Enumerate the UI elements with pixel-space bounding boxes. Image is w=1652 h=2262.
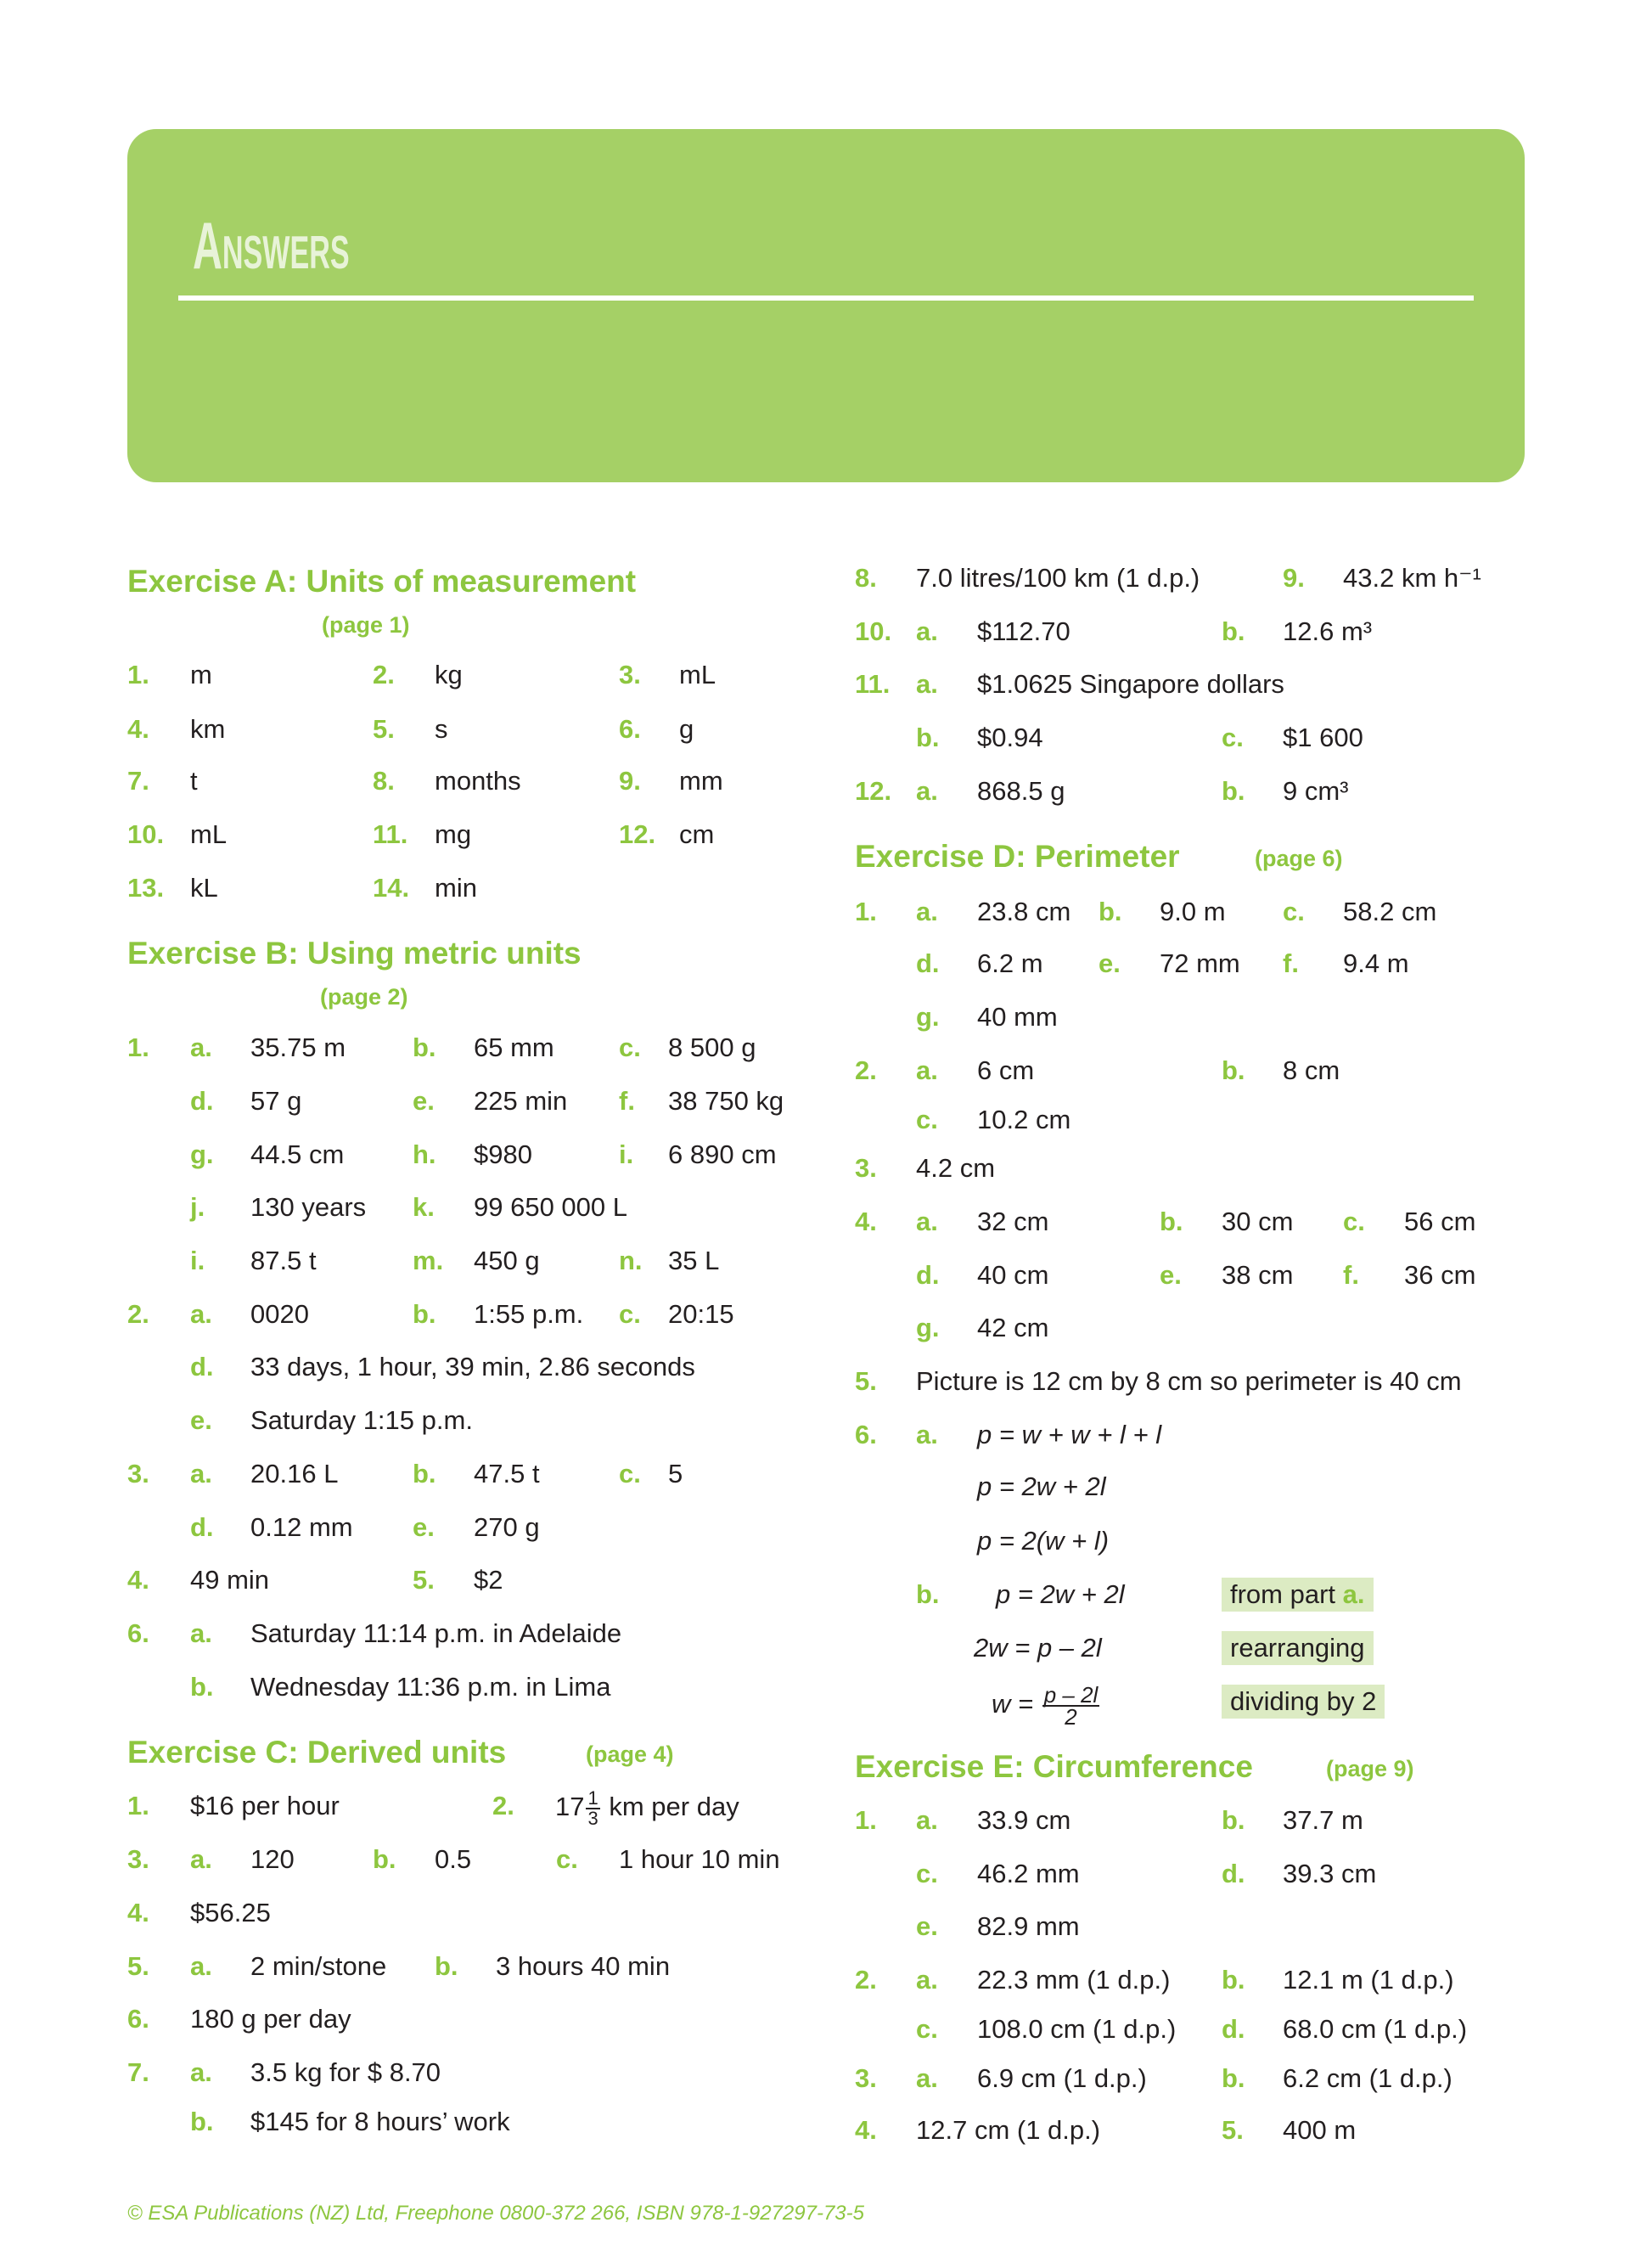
letter: d. [916, 1260, 940, 1290]
number: 6. [855, 1420, 877, 1449]
letter: e. [1099, 948, 1121, 978]
answer-row [0, 2113, 1652, 2147]
number: 1. [855, 897, 877, 926]
answer: $16 per hour [190, 1791, 340, 1820]
answer: 180 g per day [190, 2004, 351, 2034]
number: 5. [373, 714, 395, 744]
number: 5. [413, 1565, 435, 1595]
answer: 57 g [250, 1086, 302, 1116]
number: 5. [855, 1366, 877, 1396]
answer: 58.2 cm [1343, 897, 1437, 926]
letter: a. [916, 897, 938, 926]
letter: c. [556, 1844, 578, 1874]
answer: 9 cm³ [1283, 776, 1349, 806]
answer: $145 for 8 hours’ work [250, 2107, 510, 2136]
number: 3. [127, 1459, 149, 1488]
letter: g. [916, 1313, 940, 1342]
letter: a. [190, 1844, 212, 1874]
number: 4. [855, 2115, 877, 2145]
unit: km per day [609, 1792, 739, 1822]
answer: 33 days, 1 hour, 39 min, 2.86 seconds [250, 1352, 695, 1381]
answer-row [0, 774, 1652, 808]
letter: c. [619, 1033, 641, 1062]
answer-row [0, 1578, 1652, 1612]
exercise-b-heading: Exercise B: Using metric units [127, 936, 582, 971]
answer: 400 m [1283, 2115, 1357, 2145]
answer: mg [435, 819, 472, 849]
answer: 868.5 g [977, 776, 1065, 806]
answer-row [0, 667, 1652, 701]
answer-row [0, 1054, 1652, 1088]
number: 1. [127, 1791, 149, 1820]
equation: p = w + w + l + l [977, 1420, 1162, 1449]
answer: 35 L [668, 1246, 720, 1275]
number: 1. [127, 660, 149, 689]
answer: mL [190, 819, 228, 849]
answer: 12.7 cm (1 d.p.) [916, 2115, 1101, 2145]
answer-row [0, 1103, 1652, 1137]
answer: 6.9 cm (1 d.p.) [977, 2063, 1147, 2093]
answer: 6 cm [977, 1055, 1035, 1085]
answer: $2 [474, 1565, 503, 1595]
letter: c. [619, 1299, 641, 1329]
number: 10. [855, 616, 892, 646]
answer: 99 650 000 L [474, 1192, 628, 1222]
letter: b. [916, 723, 940, 752]
answer: 82.9 mm [977, 1911, 1080, 1941]
answer: 36 cm [1404, 1260, 1476, 1290]
answer: kg [435, 660, 463, 689]
answer: 120 [250, 1844, 295, 1874]
letter: e. [413, 1086, 435, 1116]
answer: 1:55 p.m. [474, 1299, 584, 1329]
answer: 130 years [250, 1192, 367, 1222]
letter: a. [190, 1299, 212, 1329]
letter: b. [1222, 616, 1245, 646]
note-text: from part [1230, 1579, 1336, 1609]
letter: b. [435, 1951, 458, 1981]
number: 4. [855, 1207, 877, 1236]
number: 6. [619, 714, 641, 744]
answer-row [0, 1524, 1652, 1558]
answer-row [0, 1857, 1652, 1891]
answer: 44.5 cm [250, 1139, 345, 1169]
answer: 12.1 m (1 d.p.) [1283, 1965, 1454, 1995]
answer: 5 [668, 1459, 683, 1488]
denominator: 2 [1065, 1704, 1077, 1730]
letter: m. [413, 1246, 444, 1275]
letter: b. [1222, 2063, 1245, 2093]
answer: Saturday 11:14 p.m. in Adelaide [250, 1618, 622, 1648]
answer: 35.75 m [250, 1033, 346, 1062]
letter: d. [1222, 2014, 1245, 2044]
number: 3. [855, 2063, 877, 2093]
answer: 3 hours 40 min [496, 1951, 671, 1981]
number: 5. [127, 1951, 149, 1981]
number: 2. [127, 1299, 149, 1329]
number: 3. [127, 1844, 149, 1874]
letter: c. [1343, 1207, 1365, 1236]
letter: a. [916, 1805, 938, 1835]
number: 5. [1222, 2115, 1244, 2145]
answer: min [435, 873, 477, 903]
answer: 22.3 mm (1 d.p.) [977, 1965, 1171, 1995]
exercise-c-heading: Exercise C: Derived units [127, 1735, 507, 1770]
letter: c. [619, 1459, 641, 1488]
letter: e. [190, 1405, 212, 1435]
answer-row [0, 2062, 1652, 2096]
answer-row [0, 818, 1652, 852]
answer-row [0, 1311, 1652, 1345]
answer: 9.0 m [1160, 897, 1226, 926]
answer: 12.6 m³ [1283, 616, 1373, 646]
numerator: p – 2l [1043, 1682, 1099, 1708]
letter: a. [916, 669, 938, 699]
letter: i. [619, 1139, 634, 1169]
answer-row [0, 561, 1652, 595]
answer: 65 mm [474, 1033, 554, 1062]
number: 6. [127, 2004, 149, 2034]
number: 12. [619, 819, 656, 849]
letter: c. [916, 2014, 938, 2044]
letter: h. [413, 1139, 436, 1169]
letter: d. [190, 1352, 214, 1381]
answer: $112.70 [977, 616, 1070, 646]
letter: c. [916, 1105, 938, 1134]
answer-row [0, 1963, 1652, 1997]
number: 11. [855, 669, 891, 699]
answer: mm [679, 766, 723, 796]
step-note: rearranging [1222, 1631, 1374, 1665]
answer: 20:15 [668, 1299, 734, 1329]
letter: a. [916, 776, 938, 806]
answer: 37.7 m [1283, 1805, 1363, 1835]
number: 6. [127, 1618, 149, 1648]
answer: $1.0625 Singapore dollars [977, 669, 1284, 699]
equation: p = 2(w + l) [977, 1526, 1110, 1556]
answer: 42 cm [977, 1313, 1049, 1342]
number: 7. [127, 766, 149, 796]
answer-row [0, 1000, 1652, 1034]
letter: b. [373, 1844, 396, 1874]
equation-lhs: w = [992, 1689, 1034, 1719]
answer: Picture is 12 cm by 8 cm so perimeter is 40 cm [916, 1366, 1462, 1396]
answer-row [0, 1803, 1652, 1837]
answer: Wednesday 11:36 p.m. in Lima [250, 1672, 611, 1702]
answer: 4.2 cm [916, 1153, 996, 1183]
answer: 47.5 t [474, 1459, 540, 1488]
number: 11. [373, 819, 408, 849]
letter: b. [1160, 1207, 1183, 1236]
answer: $56.25 [190, 1898, 271, 1927]
letter: b. [916, 1579, 940, 1609]
exercise-e-heading: Exercise E: Circumference [855, 1749, 1253, 1784]
letter: a. [190, 1951, 212, 1981]
letter: c. [1222, 723, 1244, 752]
step-note: dividing by 2 [1222, 1685, 1385, 1719]
letter: a. [190, 1033, 212, 1062]
number: 2. [492, 1791, 514, 1820]
equation [992, 1682, 1101, 1730]
answer: 3.5 kg for $ 8.70 [250, 2057, 441, 2087]
step-note [1222, 1578, 1374, 1612]
letter: d. [190, 1086, 214, 1116]
letter: a. [916, 2063, 938, 2093]
letter: a. [916, 1965, 938, 1995]
answer: 49 min [190, 1565, 270, 1595]
number: 10. [127, 819, 165, 849]
answer: 20.16 L [250, 1459, 339, 1488]
letter: a. [190, 1459, 212, 1488]
letter: g. [916, 1002, 940, 1032]
number: 4. [127, 1898, 149, 1927]
letter: a. [916, 1420, 938, 1449]
answer: 40 mm [977, 1002, 1058, 1032]
number: 8. [373, 766, 395, 796]
number: 3. [855, 1153, 877, 1183]
exercise-a-page: (page 1) [322, 612, 410, 638]
number: 1. [127, 1033, 149, 1062]
answer: 68.0 cm (1 d.p.) [1283, 2014, 1468, 2044]
answer: 32 cm [977, 1207, 1049, 1236]
answer-row [0, 1470, 1652, 1504]
answer: months [435, 766, 521, 796]
answer-row [0, 895, 1652, 929]
answer-row [0, 1151, 1652, 1185]
denominator: 3 [587, 1808, 598, 1829]
letter: c. [916, 1859, 938, 1888]
letter: d. [1222, 1859, 1245, 1888]
answer: 0.5 [435, 1844, 472, 1874]
answer: 1 hour 10 min [619, 1844, 780, 1874]
equation: p = 2w + 2l [977, 1471, 1106, 1501]
answer: 0020 [250, 1299, 309, 1329]
letter: a. [916, 1055, 938, 1085]
answer: 23.8 cm [977, 897, 1071, 926]
exercise-b-page: (page 2) [320, 984, 408, 1010]
page-title: Answers [193, 208, 350, 283]
number: 7. [127, 2057, 149, 2087]
exercise-d-heading: Exercise D: Perimeter [855, 839, 1180, 874]
answer: $980 [474, 1139, 532, 1169]
answer: t [190, 766, 198, 796]
number: 13. [127, 873, 165, 903]
letter: b. [1222, 1805, 1245, 1835]
answer-row [0, 1682, 1652, 1730]
letter: b. [413, 1459, 436, 1488]
number: 8. [855, 563, 877, 593]
answer: 225 min [474, 1086, 568, 1116]
letter: d. [190, 1512, 214, 1542]
answer: cm [679, 819, 715, 849]
exercise-a-heading: Exercise A: Units of measurement [127, 564, 637, 599]
number: 4. [127, 1565, 149, 1595]
letter: d. [916, 948, 940, 978]
answer: 6.2 m [977, 948, 1043, 978]
answer: kL [190, 873, 218, 903]
numerator: 1 [587, 1787, 598, 1809]
letter: e. [916, 1911, 938, 1941]
answer: 2 min/stone [250, 1951, 387, 1981]
letter: a. [190, 2057, 212, 2087]
letter: b. [1222, 1055, 1245, 1085]
letter: b. [1222, 776, 1245, 806]
number: 12. [855, 776, 892, 806]
exercise-e-page: (page 9) [1326, 1756, 1414, 1781]
answer: 108.0 cm (1 d.p.) [977, 2014, 1177, 2044]
answer: $0.94 [977, 723, 1043, 752]
letter: f. [619, 1086, 635, 1116]
answer: 450 g [474, 1246, 540, 1275]
number: 2. [855, 1965, 877, 1995]
answer-row [0, 1910, 1652, 1944]
answer: 39.3 cm [1283, 1859, 1377, 1888]
answer: m [190, 660, 212, 689]
letter: f. [1283, 948, 1299, 978]
answer-row [0, 615, 1652, 649]
answer: 40 cm [977, 1260, 1049, 1290]
letter: k. [413, 1192, 435, 1222]
answer: $1 600 [1283, 723, 1363, 752]
number: 2. [855, 1055, 877, 1085]
equation: p = 2w + 2l [996, 1579, 1125, 1609]
answer: 7.0 litres/100 km (1 d.p.) [916, 563, 1200, 593]
answer: 43.2 km h⁻¹ [1343, 563, 1481, 593]
answer-row [0, 2012, 1652, 2046]
number: 9. [619, 766, 641, 796]
note-part-ref: a. [1342, 1579, 1365, 1609]
equation: 2w = p – 2l [974, 1633, 1102, 1663]
letter: j. [190, 1192, 205, 1222]
answer-row [0, 721, 1652, 755]
letter: c. [1283, 897, 1305, 926]
answer-row [0, 1418, 1652, 1452]
footer-copyright: © ESA Publications (NZ) Ltd, Freephone 0800-372 266, ISBN 978-1-927297-73-5 [127, 2202, 864, 2225]
answer: 8 cm [1283, 1055, 1340, 1085]
letter: b. [1222, 1965, 1245, 1995]
answer: 38 750 kg [668, 1086, 784, 1116]
answer: Saturday 1:15 p.m. [250, 1405, 473, 1435]
answer: 72 mm [1160, 948, 1240, 978]
answer: s [435, 714, 448, 744]
answer: 87.5 t [250, 1246, 317, 1275]
letter: f. [1343, 1260, 1359, 1290]
answer: 46.2 mm [977, 1859, 1080, 1888]
answer: 6.2 cm (1 d.p.) [1283, 2063, 1453, 2093]
exercise-c-page: (page 4) [586, 1742, 674, 1767]
number: 9. [1283, 563, 1305, 593]
letter: b. [413, 1033, 436, 1062]
letter: a. [916, 1207, 938, 1236]
answer-row [0, 1258, 1652, 1292]
letter: g. [190, 1139, 214, 1169]
answer: 30 cm [1222, 1207, 1294, 1236]
letter: b. [190, 1672, 214, 1702]
answer: g [679, 714, 694, 744]
number: 2. [373, 660, 395, 689]
letter: b. [1099, 897, 1122, 926]
letter: e. [413, 1512, 435, 1542]
exercise-d-page: (page 6) [1255, 846, 1343, 871]
number: 14. [373, 873, 410, 903]
letter: n. [619, 1246, 643, 1275]
number: 3. [619, 660, 641, 689]
fraction [1042, 1682, 1100, 1730]
answer: 9.4 m [1343, 948, 1409, 978]
answer: km [190, 714, 226, 744]
letter: a. [190, 1618, 212, 1648]
answer: 33.9 cm [977, 1805, 1071, 1835]
number: 1. [855, 1805, 877, 1835]
answer: 38 cm [1222, 1260, 1294, 1290]
answer: 270 g [474, 1512, 540, 1542]
title-underline [178, 295, 1474, 301]
answer: 8 500 g [668, 1033, 756, 1062]
answer: mL [679, 660, 716, 689]
letter: a. [916, 616, 938, 646]
header-banner [127, 129, 1525, 482]
answer: 56 cm [1404, 1207, 1476, 1236]
letter: b. [413, 1299, 436, 1329]
whole: 17 [555, 1792, 585, 1822]
answer-row [0, 947, 1652, 981]
letter: i. [190, 1246, 205, 1275]
answer-row [0, 1205, 1652, 1239]
answer-row [0, 1365, 1652, 1398]
letter: e. [1160, 1260, 1182, 1290]
answer: 0.12 mm [250, 1512, 353, 1542]
letter: b. [190, 2107, 214, 2136]
answer-row [0, 1631, 1652, 1665]
number: 4. [127, 714, 149, 744]
answer: 6 890 cm [668, 1139, 777, 1169]
answer: 10.2 cm [977, 1105, 1071, 1134]
